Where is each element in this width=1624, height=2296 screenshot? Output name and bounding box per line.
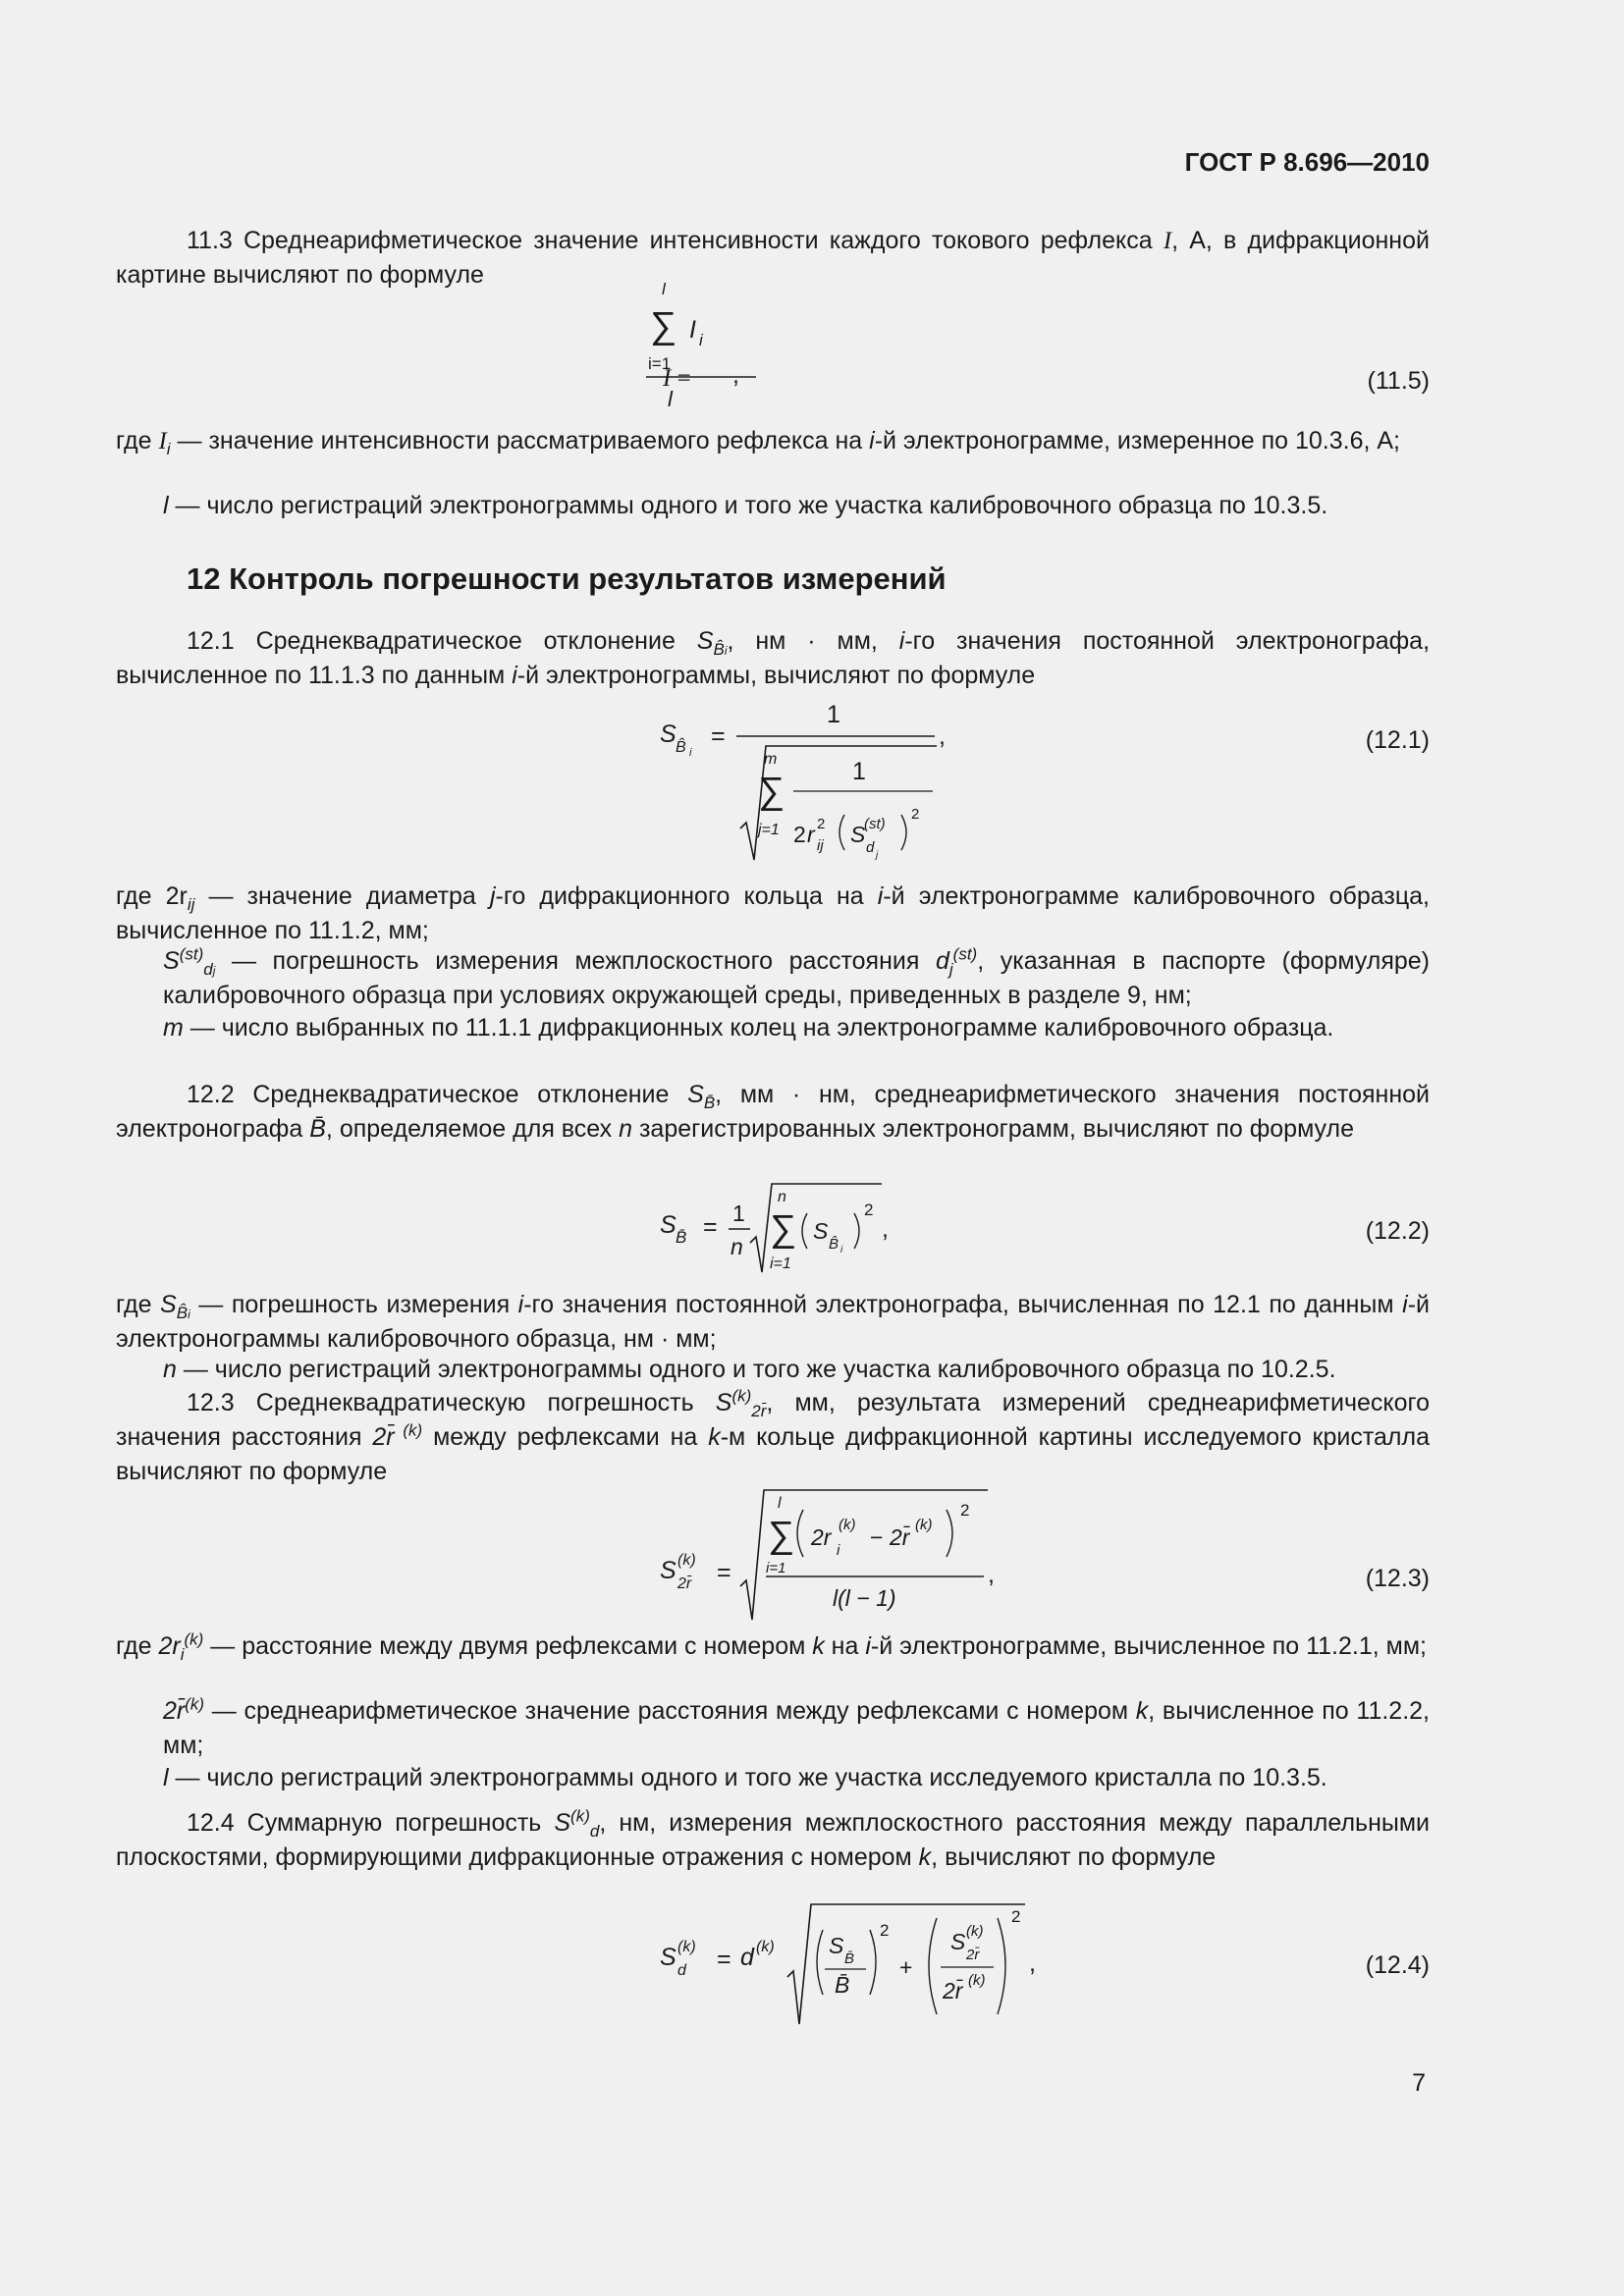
subscript: B̄ — [703, 1094, 716, 1112]
inner-numerator: 1 — [852, 758, 866, 785]
symbol: S — [554, 1809, 571, 1837]
text: 11.3 Среднеарифметическое значение интенсивности каждого токового рефлекса — [187, 227, 1164, 254]
symbol: l — [163, 1764, 169, 1791]
text: 12.3 Среднеквадратическую погрешность — [187, 1389, 716, 1416]
n: n — [731, 1234, 743, 1259]
eq: = — [677, 365, 691, 392]
paren-left — [839, 815, 844, 850]
def-12-3-2 — [116, 1694, 1430, 1763]
sq-2: 2 — [1011, 1907, 1021, 1926]
superscript: (k) — [731, 1386, 752, 1406]
paragraph-12-3 — [116, 1386, 1430, 1489]
text: , вычисляют по формуле — [931, 1843, 1217, 1871]
superscript: (k) — [570, 1806, 590, 1826]
paragraph-11-3 — [116, 224, 1430, 293]
sum-sign: ∑ — [650, 305, 677, 347]
comma: , — [939, 722, 946, 750]
symbol: S — [715, 1389, 732, 1416]
text: — число регистраций электронограммы одного и того же участка калибровочного образца по 10.2.5. — [176, 1356, 1336, 1383]
sum-bottom: j=1 — [758, 822, 780, 838]
page-number: 7 — [1412, 2069, 1426, 2097]
sum-top: n — [778, 1189, 786, 1205]
symbol: i — [869, 427, 875, 454]
formula-12-2 — [660, 1178, 905, 1276]
one: 1 — [732, 1201, 745, 1226]
sq: 2 — [864, 1201, 874, 1219]
denominator: l(l − 1) — [833, 1585, 896, 1611]
lhs: I — [663, 365, 672, 392]
text: — число регистраций электронограммы одного и того же участка исследуемого кристалла по 10.3.5. — [168, 1764, 1327, 1791]
symbol: 2r — [165, 882, 188, 910]
S1-sub: B̄ — [844, 1950, 855, 1967]
subscript: j — [948, 960, 953, 979]
sub: d — [203, 960, 213, 979]
sq: 2 — [960, 1501, 970, 1520]
text: -го дифракционного кольца на — [495, 882, 878, 910]
comma: , — [1029, 1949, 1036, 1977]
sq-1: 2 — [880, 1921, 890, 1940]
sum-bottom: i=1 — [770, 1255, 791, 1272]
d-sup: (k) — [756, 1939, 775, 1955]
comma: , — [988, 1561, 995, 1588]
text: 12.4 Суммарную погрешность — [187, 1809, 555, 1837]
rbar: 2r̄ — [890, 1524, 910, 1550]
lhs: S — [660, 721, 677, 748]
numerator: 1 — [827, 701, 840, 728]
text: на — [824, 1632, 866, 1660]
symbol: i — [865, 1632, 871, 1660]
sum-bottom: i=1 — [766, 1560, 786, 1576]
d: d — [866, 839, 875, 856]
superscript: (k) — [394, 1420, 423, 1440]
lhs-sub: d — [677, 1962, 686, 1979]
sum-top: l — [662, 280, 666, 298]
superscript: (st) — [179, 944, 204, 964]
where: где — [116, 882, 152, 910]
two: 2 — [793, 822, 806, 847]
symbol: I — [158, 428, 167, 454]
lhs-sub: B̄ — [676, 1228, 687, 1247]
minus: − — [870, 1524, 884, 1550]
symbol: i — [877, 882, 884, 910]
where: где — [116, 1632, 152, 1660]
S: S — [813, 1218, 829, 1244]
formula-12-1 — [660, 701, 954, 878]
lhs: S — [660, 1557, 677, 1584]
text: -й электронограммы, вычисляют по формуле — [516, 662, 1036, 689]
eq-number-11-5: (11.5) — [1367, 367, 1430, 395]
text: — погрешность измерения межплоскостного расстояния — [215, 947, 936, 975]
symbol: k — [812, 1632, 825, 1660]
superscript: (st) — [952, 944, 978, 964]
paren-right — [901, 815, 906, 850]
paragraph-12-2 — [116, 1078, 1430, 1147]
paren-left — [802, 1213, 807, 1249]
paren-left-2 — [929, 1918, 937, 2014]
i: i — [840, 1245, 843, 1255]
where: где — [116, 427, 152, 454]
symbol: d — [935, 947, 949, 975]
sub: B̂ — [713, 640, 725, 659]
term-sub: i — [699, 331, 703, 349]
subscript: 2r̄ — [751, 1402, 767, 1420]
S2: S — [950, 1929, 966, 1954]
sum-bottom: i=1 — [648, 354, 672, 373]
text: — погрешность измерения — [189, 1291, 518, 1318]
subscript: d — [589, 1822, 600, 1841]
eq: = — [703, 1213, 718, 1241]
r2-sup: (k) — [968, 1972, 986, 1989]
eq-number-12-2: (12.2) — [1365, 1217, 1430, 1245]
text: — значение диаметра — [194, 882, 490, 910]
r-sq: 2 — [817, 816, 826, 832]
paragraph-12-4 — [116, 1806, 1430, 1875]
formula-12-3 — [660, 1486, 1003, 1624]
standard-header: ГОСТ Р 8.696—2010 — [1184, 147, 1430, 177]
sum-top: l — [778, 1495, 782, 1512]
rbar-k: (k) — [915, 1517, 933, 1533]
r: r — [807, 822, 815, 847]
symbol: k — [708, 1423, 721, 1451]
symbol: 2r̄ — [372, 1423, 395, 1451]
def-12-3-1 — [116, 1629, 1430, 1664]
text: — расстояние между двумя рефлексами с номером — [203, 1632, 813, 1660]
Bsub: B̂ — [829, 1236, 839, 1253]
text: — среднеарифметическое значение расстояния между рефлексами с номером — [204, 1697, 1136, 1725]
subscript: i — [180, 1645, 185, 1664]
lhs-subsub: i — [689, 747, 692, 759]
st: (st) — [864, 816, 886, 832]
B: B̄ — [835, 1972, 850, 1998]
lhs: S — [660, 1944, 677, 1971]
def-12-2-2 — [116, 1353, 1430, 1387]
superscript: (k) — [184, 1629, 204, 1649]
S2-sup: (k) — [966, 1923, 984, 1940]
r-sub: ij — [817, 837, 824, 854]
def-12-1-1 — [116, 880, 1430, 948]
text: , указанная в паспорте (формуляре) калибровочного образца при условиях окружающей среды, приведенных в разделе 9, нм; — [163, 947, 1430, 1009]
text: 12.1 Среднеквадратическое отклонение — [187, 627, 697, 655]
text: , мм · нм, среднеарифметического значения постоянной электронографа — [116, 1081, 1430, 1143]
symbol: S — [163, 947, 180, 975]
symbol: n — [619, 1115, 633, 1143]
text: -го значения постоянной электронографа, вычисленная по 12.1 по данным — [523, 1291, 1403, 1318]
symbol: m — [163, 1014, 184, 1041]
outer-sq: 2 — [911, 806, 920, 823]
symbol: I — [1163, 228, 1172, 254]
def-12-1-3 — [116, 1011, 1430, 1045]
text: -го значения постоянной электронографа, вычисленное по 11.1.3 по данным — [116, 627, 1431, 689]
two-r: 2r — [811, 1524, 832, 1550]
text: -й электронограмме, измеренное по 10.3.6, А; — [874, 427, 1401, 454]
sum-sign: ∑ — [758, 771, 785, 812]
def-11-5-1 — [116, 424, 1430, 458]
text: , нм · мм, — [727, 627, 899, 655]
symbol: 2r̄ — [163, 1697, 186, 1725]
text: -м кольце дифракционной картины исследуемого кристалла вычисляют по формуле — [116, 1423, 1431, 1485]
lhs-sub: B̂ — [676, 739, 686, 756]
text: -й электронограммы калибровочного образца, нм · мм; — [116, 1291, 1430, 1353]
subsub: i — [724, 644, 728, 658]
formula-11-5 — [648, 280, 805, 418]
formula-12-4 — [660, 1896, 1053, 2028]
symbol: S — [696, 627, 714, 655]
term: I — [689, 316, 696, 344]
eq-number-12-1: (12.1) — [1365, 726, 1430, 754]
paren-right-2 — [998, 1918, 1005, 2014]
eq-number-12-3: (12.3) — [1365, 1565, 1430, 1592]
symbol: S — [160, 1291, 177, 1318]
lhs-sub: 2r̄ — [677, 1575, 692, 1592]
section-12-heading: 12 Контроль погрешности результатов измерений — [187, 561, 947, 596]
sum-sign: ∑ — [770, 1208, 797, 1250]
text: , мм, результата измерений среднеарифметического значения расстояния — [116, 1389, 1430, 1451]
text: между рефлексами на — [422, 1423, 709, 1451]
subsub: j — [212, 964, 216, 978]
symbol: k — [1135, 1697, 1149, 1725]
subscript: ij — [187, 895, 195, 914]
symbol: i — [898, 627, 905, 655]
paren-right — [854, 1213, 859, 1249]
symbol: i — [517, 1291, 524, 1318]
symbol: i — [512, 662, 517, 689]
def-12-2-1 — [116, 1288, 1430, 1357]
eq: = — [717, 1559, 731, 1586]
comma: , — [732, 361, 739, 389]
d: d — [740, 1944, 754, 1971]
text: , А, в дифракционной картине вычисляют по формуле — [116, 227, 1430, 289]
symbol: l — [163, 492, 169, 519]
paren-right — [947, 1510, 952, 1557]
subsub: i — [188, 1308, 190, 1321]
symbol: i — [1402, 1291, 1408, 1318]
comma: , — [882, 1215, 889, 1243]
text: , определяемое для всех — [325, 1115, 620, 1143]
sum-top: m — [764, 751, 778, 768]
text: — значение интенсивности рассматриваемого рефлекса на — [170, 427, 870, 454]
denominator: l — [668, 387, 673, 411]
def-11-5-2 — [116, 489, 1430, 523]
lhs: S — [660, 1211, 677, 1239]
eq: = — [711, 722, 726, 750]
text: -й электронограмме калибровочного образца, вычисленное по 11.1.2, мм; — [116, 882, 1430, 944]
text: , нм, измерения межплоскостного расстояния между параллельными плоскостями, формирующими дифракционные отражения с номером — [116, 1809, 1430, 1871]
symbol: n — [163, 1356, 177, 1383]
symbol: B̄ — [309, 1115, 326, 1143]
superscript: (k) — [185, 1694, 205, 1714]
paragraph-12-1 — [116, 624, 1430, 693]
lhs-sup: (k) — [677, 1552, 696, 1569]
symbol: j — [489, 882, 496, 910]
paren-right-1 — [870, 1930, 876, 1995]
r-i: i — [837, 1542, 840, 1559]
S: S — [850, 822, 866, 847]
text: зарегистрированных электронограмм, вычисляют по формуле — [632, 1115, 1354, 1143]
text: 12.2 Среднеквадратическое отклонение — [187, 1081, 688, 1108]
symbol: S — [687, 1081, 704, 1108]
j: j — [876, 850, 879, 861]
plus: + — [899, 1954, 913, 1980]
sum-sign: ∑ — [768, 1515, 795, 1556]
S1: S — [829, 1933, 844, 1958]
where: где — [116, 1291, 152, 1318]
r2: 2r̄ — [943, 1978, 963, 2003]
text: -й электронограмме, вычисленное по 11.2.1, мм; — [870, 1632, 1427, 1660]
text: — число выбранных по 11.1.1 дифракционных колец на электронограмме калибровочного образца. — [183, 1014, 1334, 1041]
paren-left-1 — [817, 1930, 823, 1995]
symbol: k — [918, 1843, 932, 1871]
sub: B̂ — [176, 1304, 189, 1322]
r-k: (k) — [839, 1517, 856, 1533]
def-12-3-3 — [116, 1761, 1430, 1795]
paren-left — [797, 1510, 803, 1557]
formula-11-5-lhs — [663, 365, 691, 393]
subscript: i — [166, 440, 171, 458]
lhs-sup: (k) — [677, 1939, 696, 1955]
eq-number-12-4: (12.4) — [1365, 1951, 1430, 1979]
S2-sub: 2r̄ — [966, 1947, 980, 1963]
text: — число регистраций электронограммы одного и того же участка калибровочного образца по 10.3.5. — [168, 492, 1328, 519]
text: , вычисленное по 11.2.2, мм; — [163, 1697, 1430, 1759]
symbol: 2r — [158, 1632, 181, 1660]
def-12-1-2 — [116, 944, 1430, 1013]
eq: = — [717, 1946, 731, 1973]
